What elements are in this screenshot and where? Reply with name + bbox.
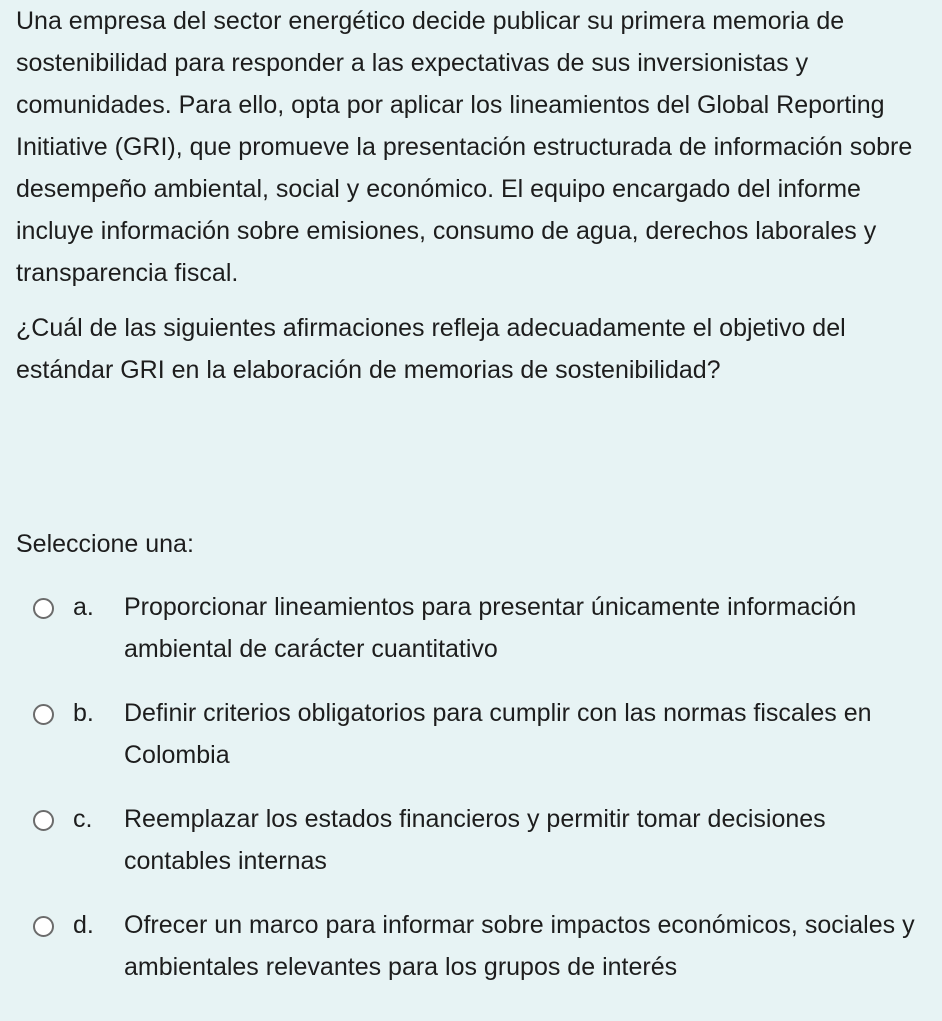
question-stem: Una empresa del sector energético decide publicar su primera memoria de sostenibilidad para responder a las expectativas de sus inversionistas y comunidades. Para ello, opta por aplicar los lineamientos del Global Reporting Initiative (GRI), que promueve la presentación estructurada de información sobre desempeño ambiental, social y económico. El equipo encargado del informe incluye información sobre emisiones, consumo de agua, derechos laborales y transparencia fiscal. (16, 7, 913, 287)
radio-button-c[interactable] (33, 810, 54, 831)
radio-button-a[interactable] (33, 598, 54, 619)
question-prompt: ¿Cuál de las siguientes afirmaciones refleja adecuadamente el objetivo del estándar GRI en la elaboración de memorias de sostenibilidad? (16, 314, 846, 384)
option-a[interactable] (0, 583, 942, 689)
option-text[interactable]: Reemplazar los estados financieros y permitir tomar decisiones contables internas (124, 805, 826, 875)
select-one-label: Seleccione una: (16, 530, 194, 558)
radio-button-b[interactable] (33, 704, 54, 725)
answer-options (0, 583, 942, 1007)
question-block (16, 0, 932, 391)
option-letter: c. (73, 805, 93, 833)
option-letter: a. (73, 593, 94, 621)
option-text[interactable]: Proporcionar lineamientos para presentar únicamente información ambiental de carácter cuantitativo (124, 593, 857, 663)
option-text[interactable]: Ofrecer un marco para informar sobre impactos económicos, sociales y ambientales relevantes para los grupos de interés (124, 911, 915, 981)
option-b[interactable] (0, 689, 942, 795)
radio-button-d[interactable] (33, 916, 54, 937)
option-c[interactable] (0, 795, 942, 901)
option-text[interactable]: Definir criterios obligatorios para cumplir con las normas fiscales en Colombia (124, 699, 872, 769)
option-letter: d. (73, 911, 94, 939)
option-letter: b. (73, 699, 94, 727)
option-d[interactable] (0, 901, 942, 1007)
